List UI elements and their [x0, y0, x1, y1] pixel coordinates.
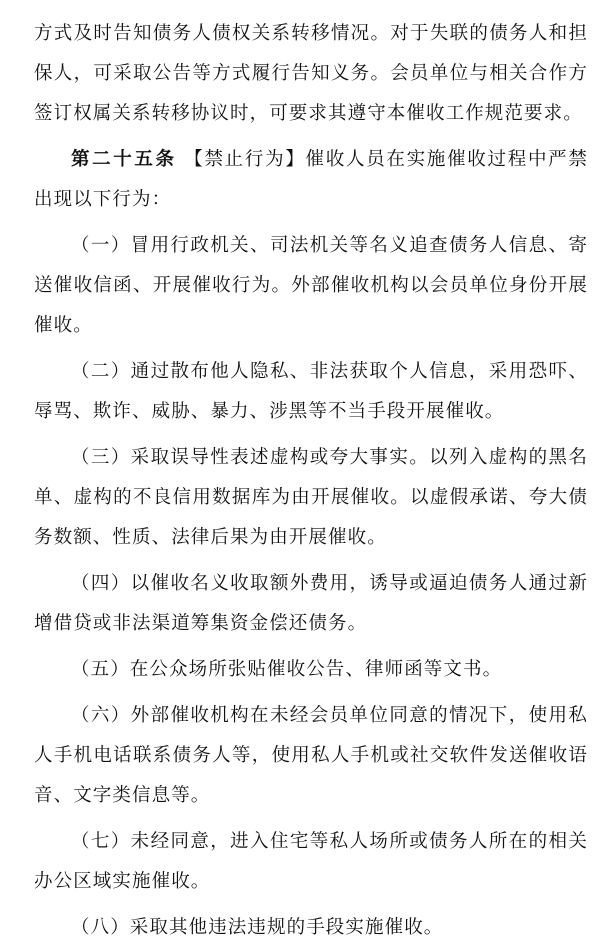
prohibited-item-3: （三）采取误导性表述虚构或夸大事实。以列入虚构的黑名单、虚构的不良信用数据库为由开展催收。以虚假承诺、夸大债务数额、性质、法律后果为由开展催收。 — [34, 447, 588, 548]
prohibited-item-5: （五）在公众场所张贴催收公告、律师函等文书。 — [71, 659, 503, 680]
carryover-paragraph: 方式及时告知债务人债权关系转移情况。对于失联的债务人和担保人，可采取公告等方式履行告知义务。会员单位与相关合作方签订权属关系转移协议时，可要求其遵守本催收工作规范要求。 — [34, 23, 588, 124]
article-intro: 催收人员在实施催收过程中严禁出现以下行为： — [34, 149, 588, 210]
article-number: 第二十五条 — [71, 149, 177, 170]
article-heading: 【禁止行为】 — [184, 149, 306, 170]
prohibited-item-8: （八）采取其他违法违规的手段实施催收。 — [71, 917, 444, 938]
prohibited-item-1: （一）冒用行政机关、司法机关等名义追查债务人信息、寄送催收信函、开展催收行为。外部催收机构以会员单位身份开展催收。 — [34, 235, 588, 336]
prohibited-item-2: （二）通过散布他人隐私、非法获取个人信息，采用恐吓、辱骂、欺诈、威胁、暴力、涉黑等不当手段开展催收。 — [34, 361, 588, 422]
prohibited-item-7: （七）未经同意，进入住宅等私人场所或债务人所在的相关办公区域实施催收。 — [34, 831, 588, 892]
prohibited-item-6: （六）外部催收机构在未经会员单位同意的情况下，使用私人手机电话联系债务人等，使用私人手机或社交软件发送催收语音、文字类信息等。 — [34, 705, 588, 806]
prohibited-item-4: （四）以催收名义收取额外费用，诱导或逼迫债务人通过新增借贷或非法渠道筹集资金偿还债务。 — [34, 573, 588, 634]
article-25-paragraph — [34, 140, 588, 220]
